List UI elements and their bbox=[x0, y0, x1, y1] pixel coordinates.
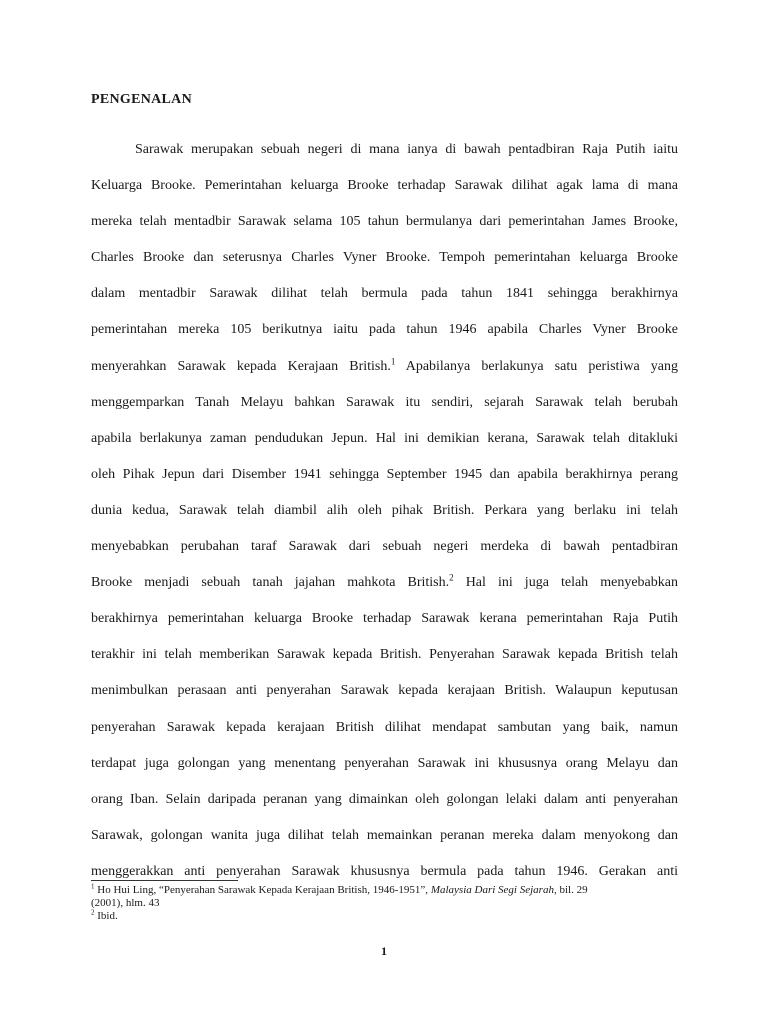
body-line: pemerintahan mereka 105 berikutnya iaitu pada tahun 1946 apabila Charles Vyner Brooke bbox=[91, 322, 678, 338]
body-line bbox=[91, 349, 678, 385]
section-heading: PENGENALAN bbox=[91, 92, 193, 107]
body-line: menyebabkan perubahan taraf Sarawak dari sebuah negeri merdeka di bawah pentadbiran bbox=[91, 539, 678, 555]
footnote-separator bbox=[91, 880, 238, 881]
body-line: menggemparkan Tanah Melayu bahkan Sarawak itu sendiri, sejarah Sarawak telah berubah bbox=[91, 394, 678, 410]
footnotes bbox=[91, 884, 678, 923]
page-number: 1 bbox=[381, 944, 387, 958]
footnote-text: Ibid. bbox=[94, 910, 118, 922]
footnote-journal-title: Malaysia Dari Segi Sejarah bbox=[430, 884, 554, 896]
body-line-text: Hal ini juga telah menyebabkan bbox=[453, 575, 678, 591]
footnote-text: , bil. 29 bbox=[553, 884, 588, 896]
body-line: terdapat juga golongan yang menentang penyerahan Sarawak ini khususnya orang Melayu dan bbox=[91, 755, 678, 771]
body-line-text: menyerahkan Sarawak kepada Kerajaan British. bbox=[91, 358, 391, 374]
body-paragraph bbox=[91, 132, 678, 890]
body-line: dunia kedua, Sarawak telah diambil alih oleh pihak British. Perkara yang berlaku ini telah bbox=[91, 502, 678, 518]
body-line: Sarawak, golongan wanita juga dilihat telah memainkan peranan mereka dalam menyokong dan bbox=[91, 827, 678, 843]
footnote-marker-1[interactable]: 1 bbox=[390, 355, 396, 366]
footnote-1 bbox=[91, 884, 678, 897]
footnote-2 bbox=[91, 910, 678, 923]
body-line: Keluarga Brooke. Pemerintahan keluarga Brooke terhadap Sarawak dilihat agak lama di mana bbox=[91, 178, 678, 194]
body-line-text: Apabilanya berlakunya satu peristiwa yang bbox=[395, 358, 678, 374]
footnote-text: Ho Hui Ling, “Penyerahan Sarawak Kepada Kerajaan British, 1946-1951”, bbox=[94, 884, 431, 896]
body-line: berakhirnya pemerintahan keluarga Brooke terhadap Sarawak kerana pemerintahan Raja Putih bbox=[91, 611, 678, 627]
body-line: Sarawak merupakan sebuah negeri di mana ianya di bawah pentadbiran Raja Putih iaitu bbox=[135, 142, 678, 157]
footnote-number: 1 bbox=[91, 882, 95, 891]
footnote-number: 2 bbox=[91, 908, 95, 917]
body-line: orang Iban. Selain daripada peranan yang dimainkan oleh golongan lelaki dalam anti penyerahan bbox=[91, 791, 678, 807]
body-line: menggerakkan anti penyerahan Sarawak khususnya bermula pada tahun 1946. Gerakan anti bbox=[91, 863, 678, 879]
body-line: apabila berlakunya zaman pendudukan Jepun. Hal ini demikian kerana, Sarawak telah ditakluki bbox=[91, 430, 678, 446]
body-line: mereka telah mentadbir Sarawak selama 105 tahun bermulanya dari pemerintahan James Brooke, bbox=[91, 214, 678, 230]
footnote-1-continued: (2001), hlm. 43 bbox=[91, 897, 160, 909]
body-line bbox=[91, 565, 678, 601]
body-line: oleh Pihak Jepun dari Disember 1941 sehingga September 1945 dan apabila berakhirnya perang bbox=[91, 466, 678, 482]
body-line: dalam mentadbir Sarawak dilihat telah bermula pada tahun 1841 sehingga berakhirnya bbox=[91, 286, 678, 302]
body-line: menimbulkan perasaan anti penyerahan Sarawak kepada kerajaan British. Walaupun keputusan bbox=[91, 683, 678, 699]
body-line-text: Brooke menjadi sebuah tanah jajahan mahkota British. bbox=[91, 575, 450, 591]
footnote-marker-2[interactable]: 2 bbox=[449, 572, 454, 583]
body-line: penyerahan Sarawak kepada kerajaan British dilihat mendapat sambutan yang baik, namun bbox=[91, 719, 678, 735]
body-line: Charles Brooke dan seterusnya Charles Vyner Brooke. Tempoh pemerintahan keluarga Brooke bbox=[91, 250, 678, 266]
body-line: terakhir ini telah memberikan Sarawak kepada British. Penyerahan Sarawak kepada British telah bbox=[91, 647, 678, 663]
